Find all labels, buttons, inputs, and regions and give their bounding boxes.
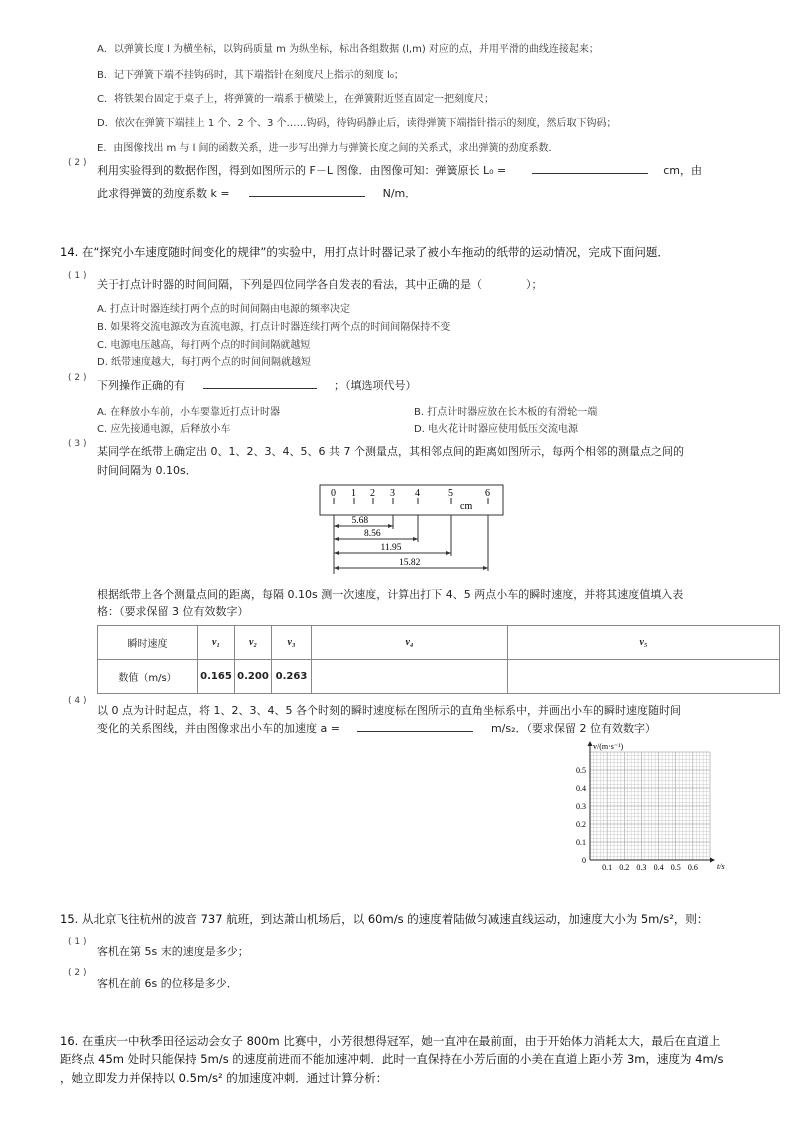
q14-part3-text2: 时间间隔为 0.10s．	[97, 464, 197, 477]
dimension-arrowhead	[334, 537, 339, 541]
q13-option-e: E．由图像找出 m 与 l 间的函数关系，进一步写出弹力与弹簧长度之间的关系式，求出弹簧的劲度系数．	[97, 143, 559, 154]
tape-point-label: 2	[370, 488, 375, 499]
table-header-cell: v₂	[235, 626, 272, 660]
table-cell: 0.200	[235, 660, 272, 694]
y-tick-label: 0	[582, 856, 586, 865]
x-tick-label: 0.2	[619, 863, 630, 872]
q14-part1-text: 关于打点计时器的时间间隔，下列是四位同学各自发表的看法，其中正确的是（ ）；	[97, 278, 543, 291]
table-header-row	[98, 626, 780, 660]
dimension-arrowhead	[483, 566, 488, 570]
q14-part3-text1: 某同学在纸带上确定出 0、1、2、3、4、5、6 共 7 个测量点，其相邻点间的距离如图所示，每两个相邻的测量点之间的	[97, 445, 684, 458]
dimension-arrowhead	[413, 537, 418, 541]
table-row-label: 数值（m/s）	[98, 660, 198, 694]
q14-part4-text2a: 变化的关系图线，并由图像求出小车的加速度 a =	[97, 722, 340, 735]
q14-part1-number: ( 1 )	[68, 271, 87, 281]
q13-option-a: A．以弹簧长度 l 为横坐标，以钩码质量 m 为纵坐标，标出各组数据 (l,m) 对应的点，并用平滑的曲线连接起来；	[97, 44, 599, 55]
table-header-cell: v₅	[508, 626, 780, 660]
q13-part2-text-a: 利用实验得到的数据作图，得到如图所示的 F－L 图像．由图像可知：弹簧原长 L₀ =	[97, 164, 507, 177]
answer-blank-k[interactable]	[249, 186, 365, 197]
q14-part4-number: ( 4 )	[68, 696, 87, 706]
table-header-cell: v₄	[312, 626, 508, 660]
paper-tape-figure	[318, 482, 508, 582]
table-header-cell: v₁	[198, 626, 235, 660]
table-value-row	[98, 660, 780, 694]
tape-point-label: 3	[390, 488, 395, 499]
q16-line2: 距终点 45m 处时只能保持 5m/s 的速度前进而不能加速冲刺．此时一直保持在小芳后面的小美在直道上距小芳 3m，速度为 4m/s	[60, 1052, 724, 1066]
y-tick-labels	[576, 766, 586, 865]
q14-part2-text-b: ；（填选项代号）	[334, 379, 417, 392]
answer-cell-v5[interactable]	[508, 660, 780, 694]
x-axis-label: t/s	[717, 862, 725, 871]
paper-tape	[320, 485, 503, 515]
q13-part2-line1	[97, 162, 702, 178]
tape-point-label: 0	[331, 488, 336, 499]
q14-part4-text1: 以 0 点为计时起点，将 1、2、3、4、5 各个时刻的瞬时速度标在图所示的直角坐标系中，并画出小车的瞬时速度随时间	[97, 704, 681, 717]
dimension-label: 15.82	[399, 558, 421, 568]
q14-part1-option-d: D. 纸带速度越大，每打两个点的时间间隔就越短	[97, 357, 312, 368]
y-axis-label: v/(m·s⁻¹)	[593, 742, 624, 751]
tape-point-label: 1	[351, 488, 356, 499]
q14-part4-text2b: m/s₂．（要求保留 2 位有效数字）	[490, 722, 657, 735]
q14-part2-option-c: C. 应先接通电源，后释放小车	[97, 424, 231, 435]
table-cell: 0.165	[198, 660, 235, 694]
dimension-label: 11.95	[380, 543, 402, 553]
dimension-arrowhead	[388, 524, 393, 528]
dimension-arrowhead	[334, 551, 339, 555]
table-header-cell: 瞬时速度	[98, 626, 198, 660]
graph-grid	[590, 752, 710, 860]
x-axis-arrow	[710, 858, 715, 863]
q14-part2-number: ( 2 )	[68, 373, 87, 383]
q15-part1-number: ( 1 )	[68, 937, 87, 947]
tape-unit-label: cm	[460, 501, 473, 512]
q14-part2-line	[97, 377, 417, 393]
q14-part1-option-c: C. 电源电压越高，每打两个点的时间间隔就越短	[97, 340, 311, 351]
q13-option-c: C．将铁架台固定于桌子上，将弹簧的一端系于横梁上，在弹簧附近竖直固定一把刻度尺；	[97, 94, 494, 105]
q13-part2-number: ( 2 )	[68, 158, 87, 168]
q15-part2-number: ( 2 )	[68, 968, 87, 978]
y-axis-arrow	[588, 741, 593, 746]
tape-point-label: 4	[415, 488, 420, 499]
answer-cell-v4[interactable]	[312, 660, 508, 694]
q13-part2-unit-a: cm，由	[663, 164, 702, 177]
q14-part1-option-b: B. 如果将交流电源改为直流电源，打点计时器连续打两个点的时间间隔保持不变	[97, 322, 451, 333]
q15-part2-text: 客机在前 6s 的位移是多少．	[97, 977, 238, 990]
dimension-arrowhead	[334, 524, 339, 528]
table-header-cell: v₃	[272, 626, 312, 660]
vt-graph	[562, 738, 732, 878]
y-tick-label: 0.4	[576, 784, 586, 793]
q13-option-b: B．记下弹簧下端不挂钩码时，其下端指针在刻度尺上指示的刻度 l₀；	[97, 70, 404, 81]
y-tick-label: 0.1	[576, 838, 586, 847]
q15-title: 15. 从北京飞往杭州的波音 737 航班，到达萧山机场后，以 60m/s 的速度着陆做匀减速直线运动，加速度大小为 5m/s²，则：	[60, 912, 709, 926]
y-tick-label: 0.3	[576, 802, 586, 811]
answer-blank-operations[interactable]	[203, 378, 317, 389]
q14-part2-option-a: A. 在释放小车前，小车要靠近打点计时器	[97, 407, 281, 418]
q14-part3-text3: 根据纸带上各个测量点间的距离，每隔 0.10s 测一次速度，计算出打下 4、5 两点小车的瞬时速度，并将其速度值填入表	[97, 588, 684, 601]
tape-point-label: 5	[448, 488, 453, 499]
y-tick-label: 0.2	[576, 820, 586, 829]
q14-part4-line2	[97, 720, 656, 736]
x-tick-label: 0.3	[636, 863, 647, 872]
q14-part2-option-d: D. 电火花计时器应使用低压交流电源	[414, 424, 579, 435]
y-tick-label: 0.5	[576, 766, 586, 775]
q14-title: 14. 在“探究小车速度随时间变化的规律”的实验中，用打点计时器记录了被小车拖动的纸带的运动情况，完成下面问题．	[60, 245, 669, 259]
x-tick-label: 0.6	[687, 863, 698, 872]
q14-part3-text4: 格：（要求保留 3 位有效数字）	[97, 605, 249, 618]
q13-part2-text-b: 此求得弹簧的劲度系数 k =	[97, 187, 230, 200]
answer-blank-acceleration[interactable]	[357, 721, 473, 732]
answer-blank-l0[interactable]	[532, 163, 648, 174]
q14-part3-number: ( 3 )	[68, 439, 87, 449]
q15-part1-text: 客机在第 5s 末的速度是多少；	[97, 945, 249, 958]
q16-line1: 16. 在重庆一中秋季田径运动会女子 800m 比赛中，小芳很想得冠军，她一直冲在最前面，由于开始体力消耗太大，最后在直道上	[60, 1034, 721, 1048]
q14-part2-text-a: 下列操作正确的有	[97, 379, 185, 392]
x-tick-label: 0.5	[670, 863, 681, 872]
tape-point-label: 6	[485, 488, 490, 499]
tape-dimensions	[334, 515, 488, 574]
velocity-table	[97, 625, 780, 694]
dimension-arrowhead	[334, 566, 339, 570]
dimension-label: 8.56	[364, 529, 381, 539]
x-tick-label: 0.4	[653, 863, 664, 872]
q13-part2-unit-b: N/m．	[382, 187, 417, 200]
x-tick-labels	[602, 863, 698, 872]
x-tick-label: 0.1	[602, 863, 613, 872]
dimension-arrowhead	[446, 551, 451, 555]
q13-part2-line2	[97, 185, 416, 201]
q14-part2-option-b: B. 打点计时器应放在长木板的有滑轮一端	[414, 407, 598, 418]
table-cell: 0.263	[272, 660, 312, 694]
q14-part1-option-a: A. 打点计时器连续打两个点的时间间隔由电源的频率决定	[97, 304, 351, 315]
q13-option-d: D．依次在弹簧下端挂上 1 个、2 个、3 个……钩码，待钩码静止后，读得弹簧下端指针指示的刻度，然后取下钩码；	[97, 118, 617, 129]
q16-line3: ，她立即发力并保持以 0.5m/s² 的加速度冲刺．通过计算分析：	[60, 1071, 388, 1085]
dimension-label: 5.68	[351, 516, 369, 526]
